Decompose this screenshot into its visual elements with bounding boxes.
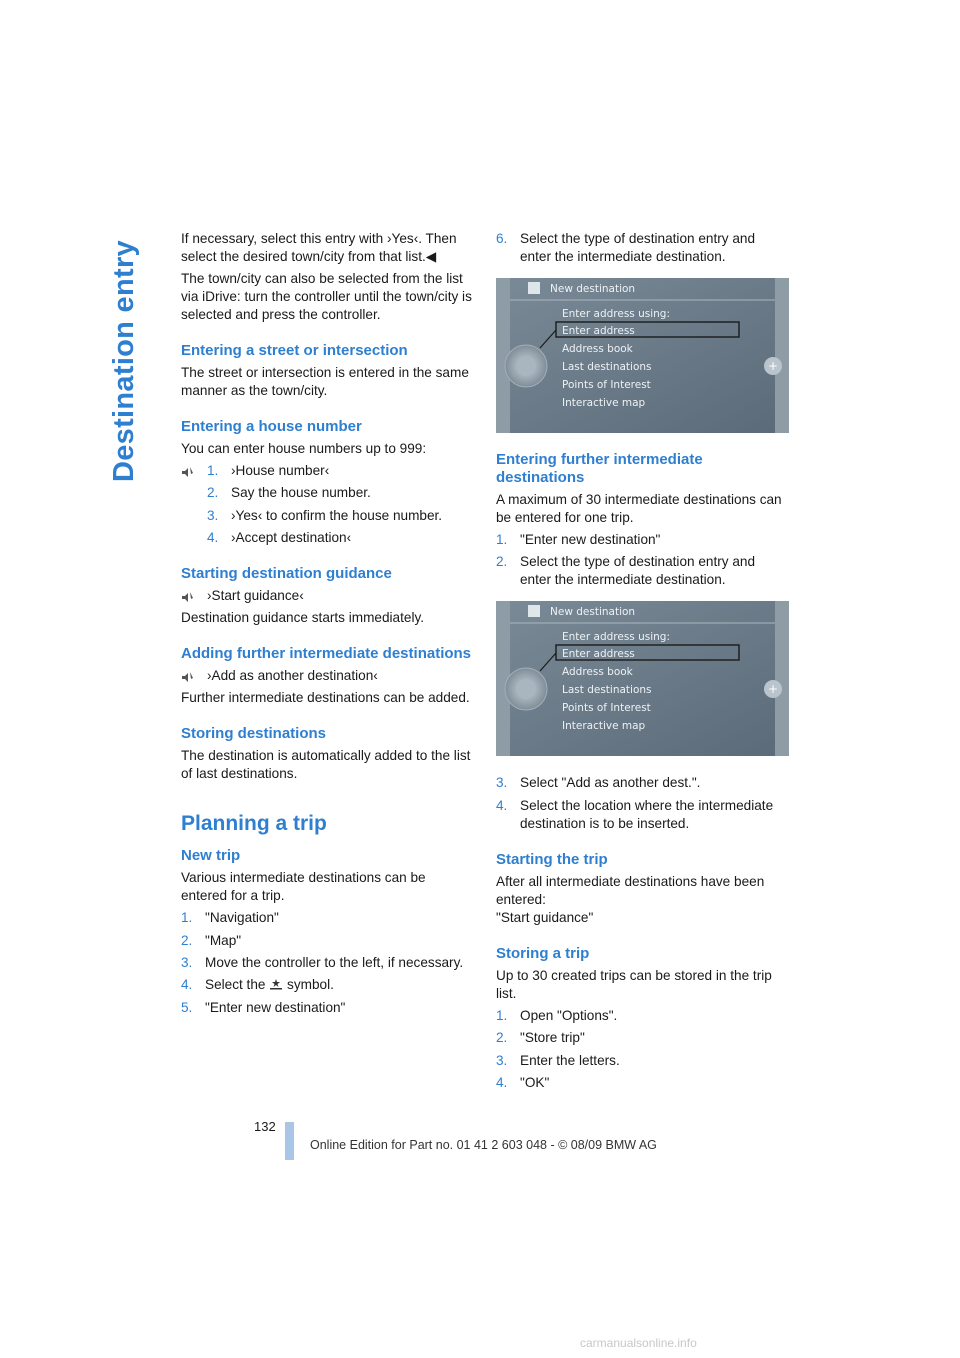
house-step-2: 2. Say the house number. [207, 485, 371, 501]
house-text: You can enter house numbers up to 999: [181, 441, 427, 456]
further-step-2: 2. Select the type of destination entry and enter the intermediate destination. [496, 554, 756, 588]
newtrip-step-4: 4. Select the symbol. [181, 977, 334, 993]
newtrip-step-1: 1. "Navigation" [181, 910, 279, 926]
further-step-3: 3. Select "Add as another dest.". [496, 775, 701, 791]
idrive-screen-new-destination [496, 278, 789, 433]
svg-text:Points of Interest: Points of Interest [562, 379, 651, 391]
storetrip-heading: Storing a trip [496, 944, 590, 962]
house-step-1: 1. ›House number‹ [207, 463, 330, 478]
storetrip-text: Up to 30 created trips can be stored in the trip list. [496, 967, 772, 1001]
svg-text:Interactive map: Interactive map [562, 397, 646, 409]
newtrip-heading: New trip [181, 847, 241, 865]
storetrip-step-2: 2. "Store trip" [496, 1030, 585, 1046]
svg-text:Enter address using:: Enter address using: [562, 308, 671, 320]
chapter-side-title: Destination entry [108, 240, 140, 482]
guidance-voice-command: ›Start guidance‹ [181, 587, 473, 605]
right-column [496, 230, 789, 1096]
page-number: 132 [254, 1119, 276, 1134]
further-steps-b [496, 774, 789, 832]
svg-text:New destination: New destination [550, 606, 636, 619]
footer-edition-text: Online Edition for Part no. 01 41 2 603 048 - © 08/09 BMW AG [310, 1138, 657, 1152]
screen-header: New destination [550, 283, 636, 295]
street-heading: Entering a street or intersection [181, 342, 408, 359]
starttrip-text-1: After all intermediate destinations have been entered: [496, 873, 765, 907]
voice-command-icon [181, 465, 195, 479]
starttrip-heading: Starting the trip [496, 850, 608, 868]
adding-voice-command: ›Add as another destination‹ [181, 667, 473, 685]
further-steps-a [496, 531, 789, 589]
storing-text: The destination is automatically added to the list of last destinations. [181, 748, 471, 782]
further-text: A maximum of 30 intermediate destinations can be entered for one trip. [496, 492, 782, 525]
newtrip-text: Various intermediate destinations can be entered for a trip. [181, 870, 426, 904]
storing-heading: Storing destinations [181, 725, 327, 743]
newtrip-steps [181, 909, 473, 1017]
idrive-screen-new-destination-2 [496, 601, 789, 756]
svg-text:Interactive map: Interactive map [562, 720, 646, 733]
newtrip-step-5: 5. "Enter new destination" [181, 999, 346, 1015]
starttrip-text-2: "Start guidance" [496, 909, 594, 925]
further-step-1: 1. "Enter new destination" [496, 532, 661, 547]
footer-bar [285, 1122, 294, 1160]
house-heading: Entering a house number [181, 418, 362, 435]
trip-step-6: 6. Select the type of destination entry and enter the intermediate destination. [496, 231, 756, 264]
planning-heading: Planning a trip [181, 812, 327, 836]
street-text: The street or intersection is entered in the same manner as the town/city. [181, 365, 469, 398]
svg-text:Last destinations: Last destinations [562, 361, 652, 373]
voice-command-icon [181, 670, 195, 684]
guidance-text: Destination guidance starts immediately. [181, 610, 425, 626]
house-voice-steps [181, 462, 473, 547]
adding-heading: Adding further intermediate destinations [181, 645, 472, 663]
voice-command-icon [181, 590, 195, 604]
destination-flag-icon [269, 978, 283, 990]
svg-text:+: + [767, 682, 779, 697]
svg-text:+: + [767, 359, 779, 373]
svg-text:Last destinations: Last destinations [562, 684, 652, 697]
left-column [181, 230, 473, 1021]
storetrip-steps [496, 1007, 789, 1092]
storetrip-step-1: 1. Open "Options". [496, 1007, 618, 1023]
svg-text:Address book: Address book [562, 666, 633, 679]
storetrip-step-3: 3. Enter the letters. [496, 1052, 620, 1068]
intro-paragraph-2: The town/city can also be selected from the list via iDrive: turn the controller until the town/city is selected and press the controller. [181, 271, 472, 322]
newtrip-step-3: 3. Move the controller to the left, if necessary. [181, 954, 464, 970]
svg-text:Address book: Address book [562, 343, 633, 355]
intro-paragraph-1: If necessary, select this entry with ›Yes‹. Then select the desired town/city from that list.◀ [181, 231, 457, 264]
further-step-4: 4. Select the location where the intermediate destination is to be inserted. [496, 797, 774, 831]
newtrip-step-2: 2. "Map" [181, 932, 242, 948]
house-step-3: 3. ›Yes‹ to confirm the house number. [207, 507, 443, 523]
adding-text: Further intermediate destinations can be added. [181, 690, 470, 706]
svg-text:Enter address using:: Enter address using: [562, 631, 671, 644]
house-step-4: 4. ›Accept destination‹ [207, 530, 352, 546]
further-heading: Entering further intermediate destinations [496, 451, 703, 486]
watermark: carmanualsonline.info [580, 1336, 697, 1350]
svg-text:Points of Interest: Points of Interest [562, 702, 651, 715]
storetrip-step-4: 4. "OK" [496, 1074, 550, 1090]
svg-text:Enter address: Enter address [562, 648, 635, 661]
guidance-heading: Starting destination guidance [181, 565, 392, 583]
svg-text:Enter address: Enter address [562, 325, 635, 337]
